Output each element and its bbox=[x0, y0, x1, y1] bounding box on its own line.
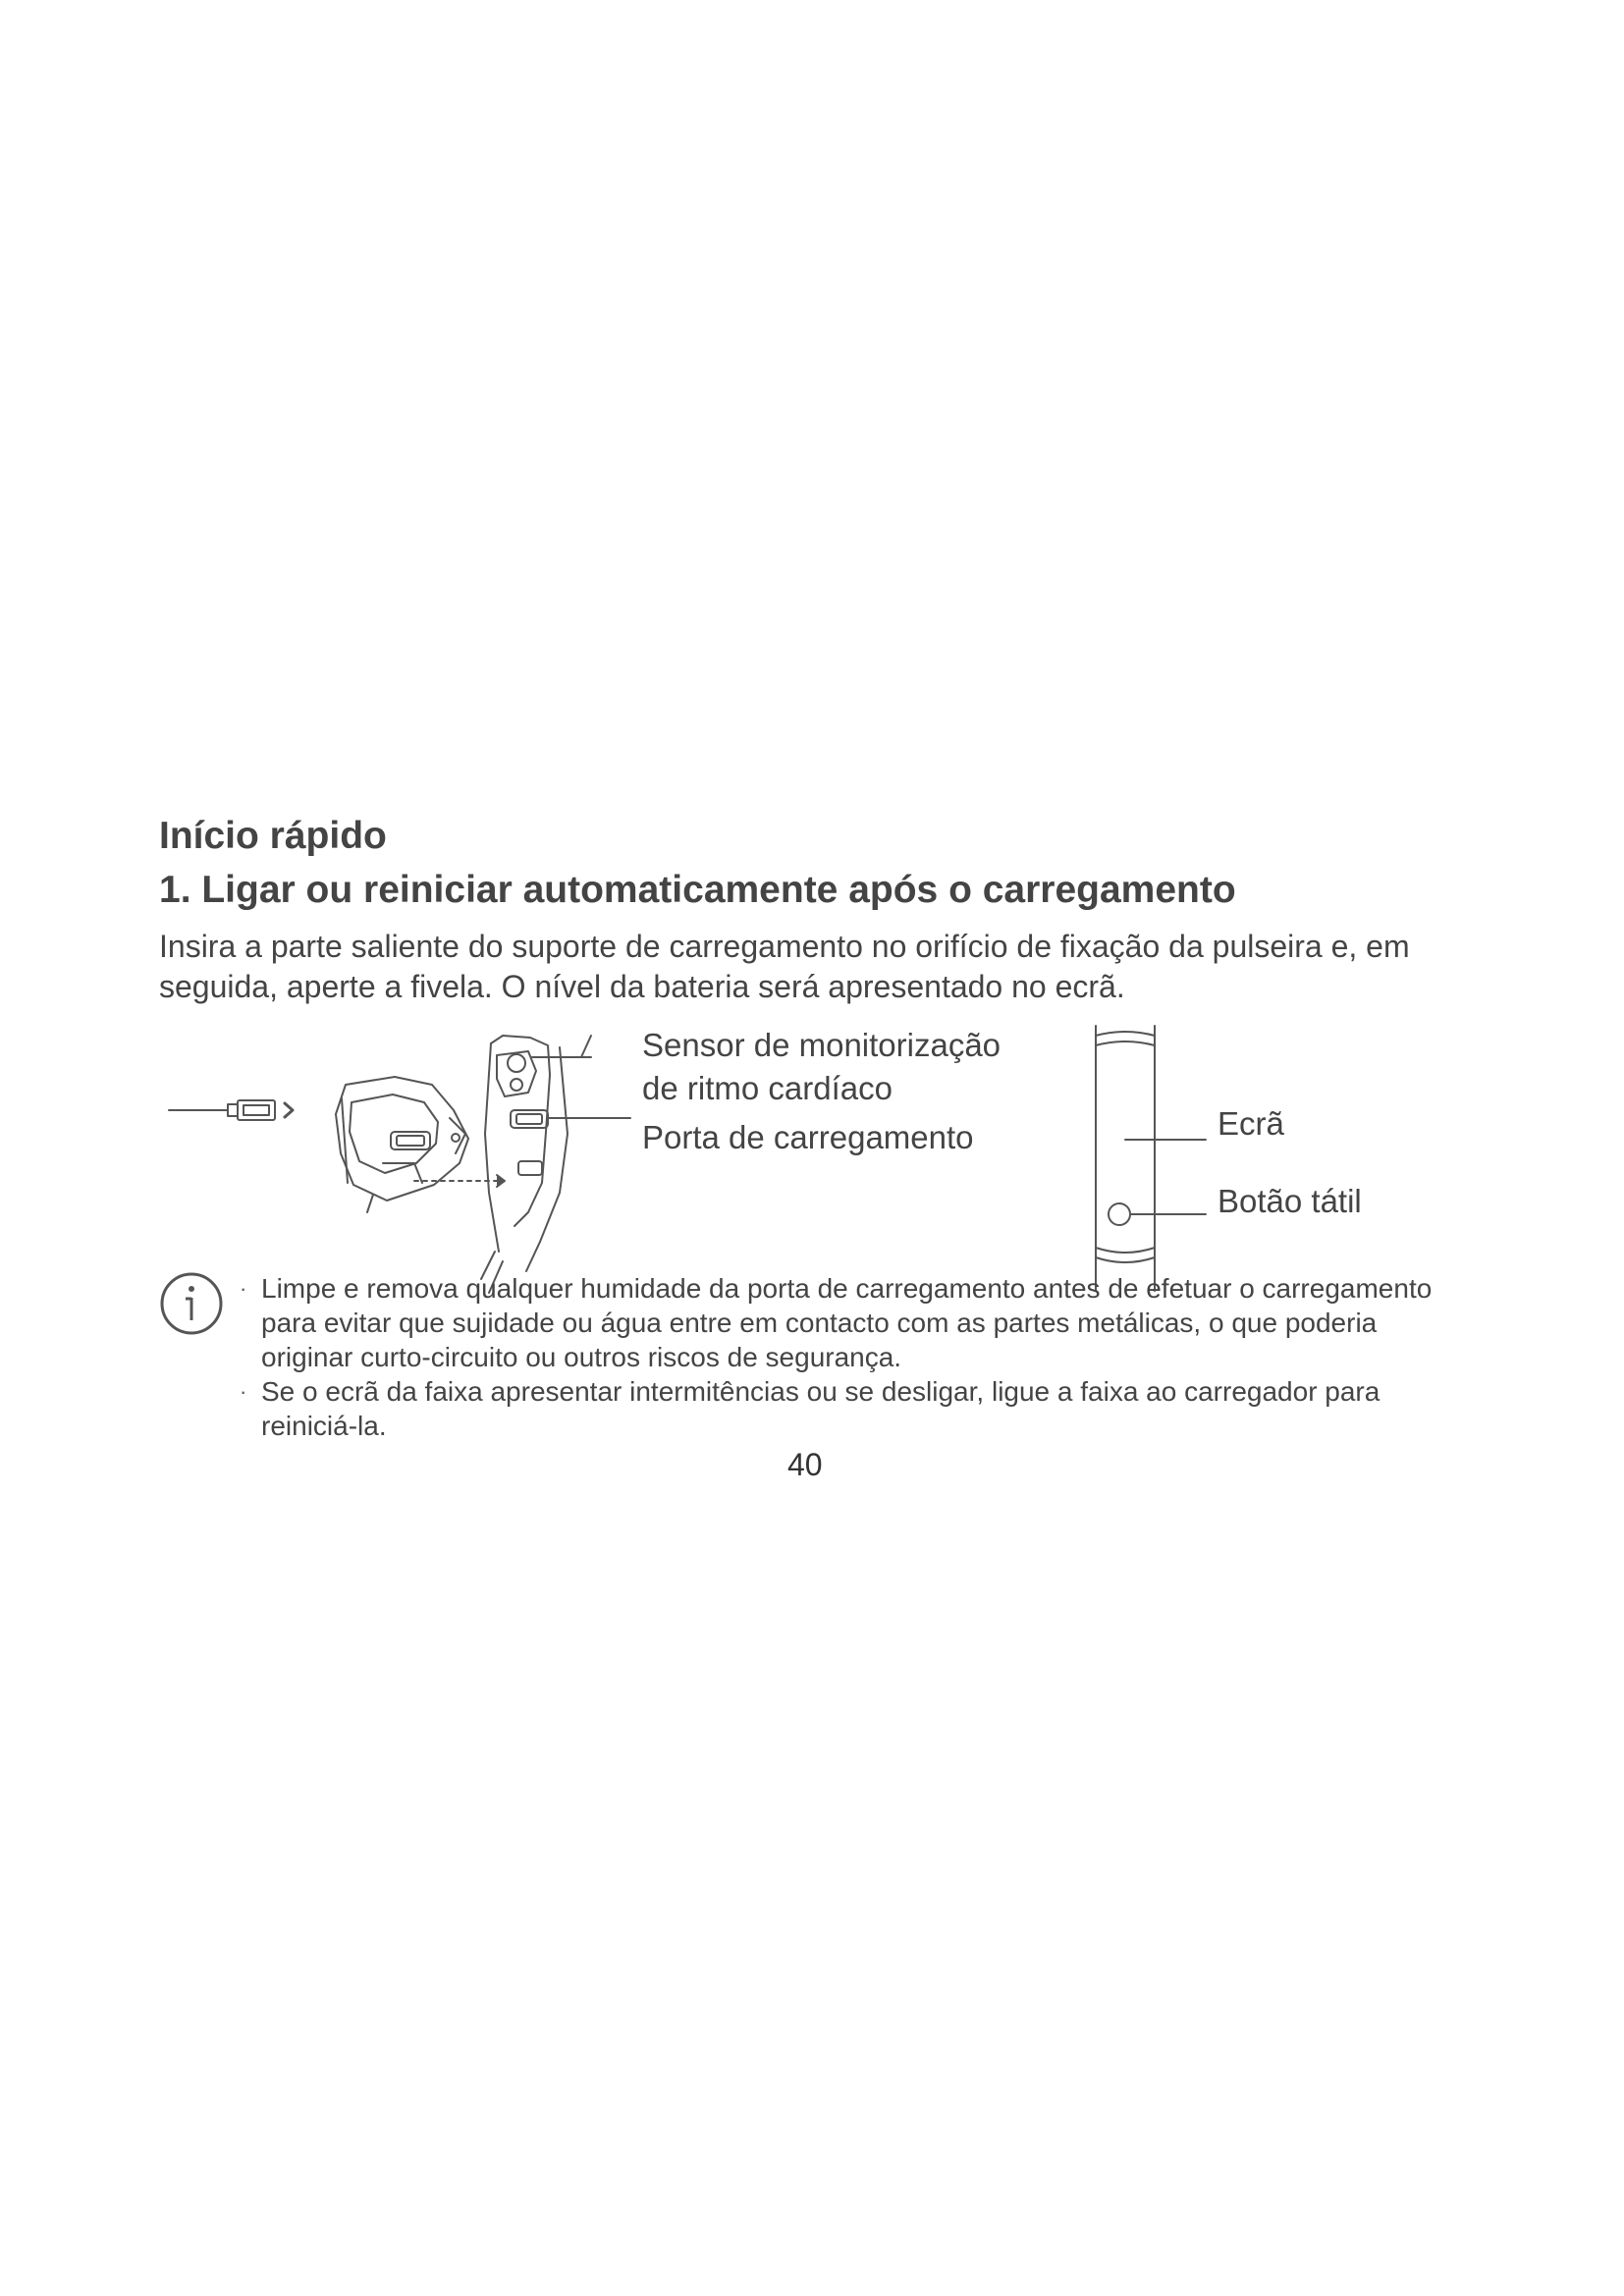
note-list bbox=[232, 1271, 1449, 1443]
note-item bbox=[232, 1374, 1449, 1443]
info-icon bbox=[159, 1271, 224, 1336]
charging-figure bbox=[159, 1016, 1475, 1301]
screen-label: Ecrã bbox=[1218, 1105, 1284, 1142]
charging-port-label: Porta de carregamento bbox=[642, 1119, 974, 1155]
note-item bbox=[232, 1271, 1449, 1374]
heart-rate-sensor-label bbox=[642, 1024, 1001, 1110]
charging-cradle-icon bbox=[336, 1077, 468, 1212]
step-title: 1. Ligar ou reiniciar automaticamente após o carregamento bbox=[159, 869, 1236, 911]
bullet-icon: · bbox=[240, 1379, 247, 1404]
touch-button-label: Botão tátil bbox=[1218, 1183, 1362, 1219]
insert-arrow-icon bbox=[414, 1175, 505, 1187]
section-title: Início rápido bbox=[159, 815, 387, 857]
sensor-label-line2: de ritmo cardíaco bbox=[642, 1070, 893, 1106]
note-text: Se o ecrã da faixa apresentar intermitências ou se desligar, ligue a faixa ao carregador para reiniciá-la. bbox=[261, 1376, 1380, 1441]
intro-paragraph: Insira a parte saliente do suporte de carregamento no orifício de fixação da pulseira e, em seguida, aperte a fivela. O nível da bateria será apresentado no ecrã. bbox=[159, 929, 1410, 1004]
page-number: 40 bbox=[787, 1447, 823, 1482]
band-back-icon bbox=[481, 1036, 568, 1293]
band-front-icon bbox=[1096, 1026, 1155, 1291]
note-text: Limpe e remova qualquer humidade da porta de carregamento antes de efetuar o carregamento para evitar que sujidade ou água entre em contacto com as partes metálicas, o que poderia originar curto-circuito ou outros riscos de segurança. bbox=[261, 1273, 1433, 1372]
sensor-label-line1: Sensor de monitorização bbox=[642, 1027, 1001, 1063]
bullet-icon: · bbox=[240, 1276, 247, 1301]
usb-cable-icon bbox=[169, 1100, 293, 1120]
